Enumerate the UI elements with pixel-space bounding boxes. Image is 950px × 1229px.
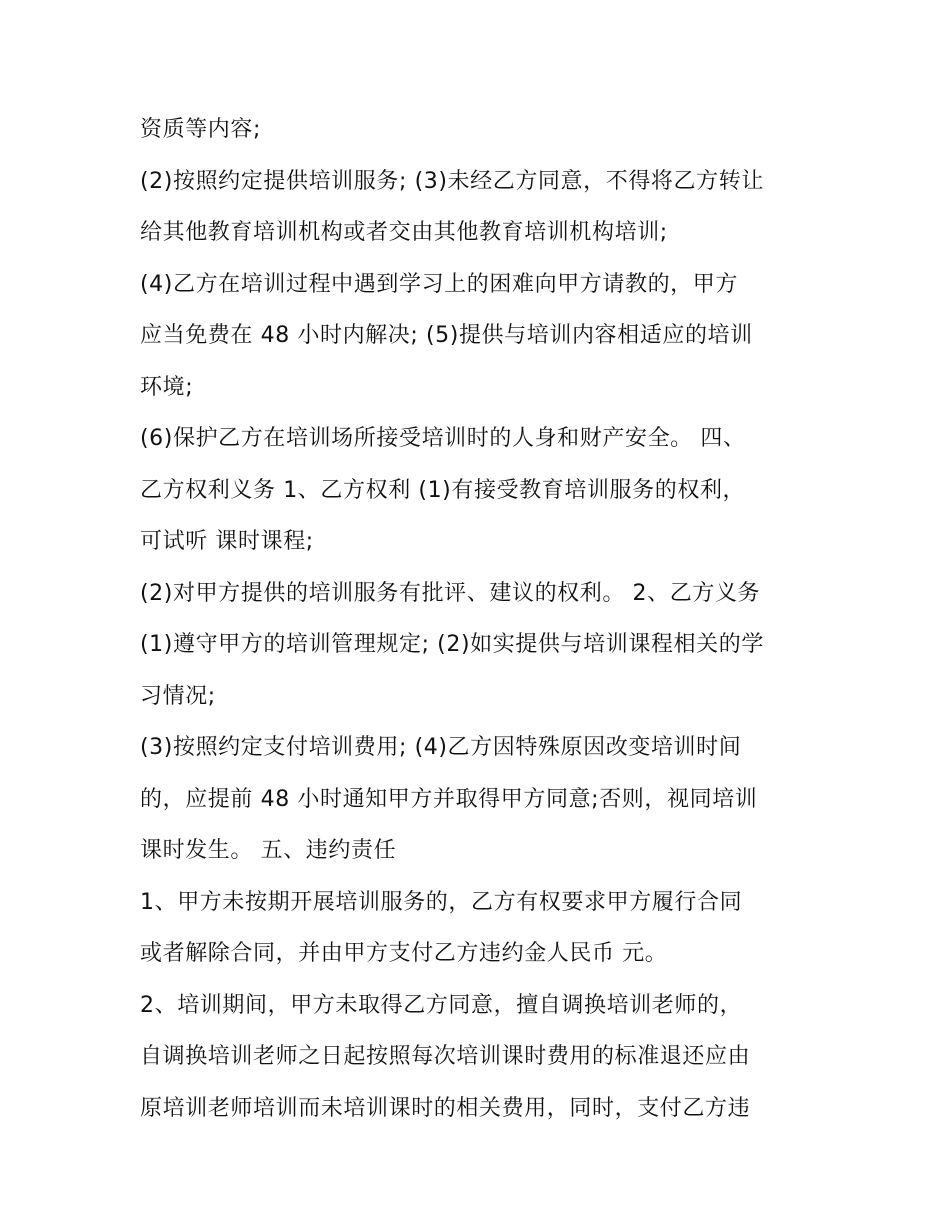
text-line: (2)对甲方提供的培训服务有批评、建议的权利。 2、乙方义务	[140, 580, 761, 606]
text-line: 2、培训期间，甲方未取得乙方同意，擅自调换培训老师的，	[140, 992, 743, 1018]
text-line: (2)按照约定提供培训服务; (3)未经乙方同意，不得将乙方转让	[140, 168, 764, 194]
text-line: 或者解除合同，并由甲方支付乙方违约金人民币 元。	[140, 941, 668, 966]
text-line: 的，应提前 48 小时通知甲方并取得甲方同意;否则，视同培训	[140, 786, 758, 812]
text-line: 乙方权利义务 1、乙方权利 (1)有接受教育培训服务的权利，	[140, 477, 746, 503]
text-line: 习情况;	[140, 683, 216, 709]
text-line: (3)按照约定支付培训费用; (4)乙方因特殊原因改变培训时间	[140, 735, 742, 760]
text-line: 1、甲方未按期开展培训服务的，乙方有权要求甲方履行合同	[140, 889, 743, 915]
text-line: (4)乙方在培训过程中遇到学习上的困难向甲方请教的，甲方	[140, 271, 738, 297]
text-line: 资质等内容;	[140, 117, 262, 142]
text-line: 给其他教育培训机构或者交由其他教育培训机构培训;	[140, 220, 668, 245]
text-line: 应当免费在 48 小时内解决; (5)提供与培训内容相适应的培训	[140, 323, 753, 348]
text-line: 自调换培训老师之日起按照每次培训课时费用的标准退还应由	[140, 1044, 751, 1069]
text-line: (6)保护乙方在培训场所接受培训时的人身和财产安全。 四、	[140, 426, 746, 451]
text-line: 环境;	[140, 374, 194, 400]
text-line: 原培训老师培训而未培训课时的相关费用，同时，支付乙方违	[140, 1095, 751, 1121]
document-body	[140, 108, 830, 1138]
text-line: 课时发生。 五、违约责任	[140, 838, 397, 863]
text-line: (1)遵守甲方的培训管理规定; (2)如实提供与培训课程相关的学	[140, 632, 764, 657]
text-line: 可试听 课时课程;	[140, 529, 314, 554]
